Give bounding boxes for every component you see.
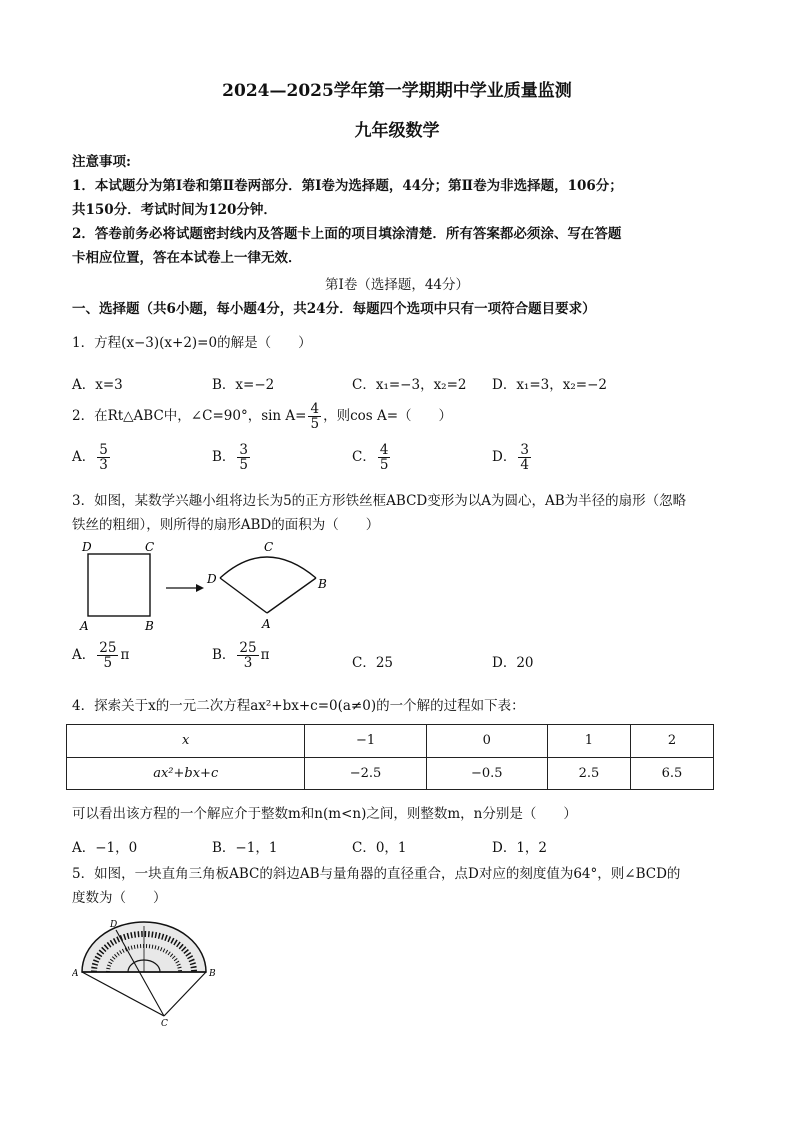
sector-arc — [220, 557, 316, 578]
q3-line-1: 3．如图，某数学兴趣小组将边长为5的正方形铁丝框ABCD变形为以A为圆心，AB为半径的扇形（忽略 — [72, 493, 687, 509]
note-2-line-2: 卡相应位置，答在本试卷上一律无效． — [72, 250, 302, 266]
table-cell: −1 — [305, 725, 426, 758]
part1-heading: 第Ⅰ卷（选择题，44分） — [324, 277, 469, 293]
q2-option-a-num: 5 — [99, 442, 108, 458]
sector-radius-ad — [220, 578, 267, 613]
q2-stem-text-a: 2．在Rt△ABC中，∠C=90°，sin A= — [72, 408, 307, 425]
square-label-b: B — [145, 619, 154, 633]
triangle-side-bc — [164, 972, 206, 1016]
q3-option-b-pi: π — [260, 647, 270, 664]
table-cell: 2 — [630, 725, 713, 758]
table-cell: 2.5 — [547, 757, 630, 790]
q2-stem-fraction — [308, 402, 321, 431]
q3-option-a-fraction — [97, 641, 118, 670]
q2-option-d-fraction — [518, 443, 531, 472]
q2-option-a-fraction — [97, 443, 110, 472]
q3-option-b-num: 25 — [239, 640, 257, 656]
q2-option-c — [352, 443, 392, 472]
table-cell: 1 — [547, 725, 630, 758]
q3-line-2: 铁丝的粗细），则所得的扇形ABD的面积为（ ） — [72, 517, 380, 533]
note-2-line-1: 2．答卷前务必将试题密封线内及答题卡上面的项目填涂清楚．所有答案都必须涂、写在答题 — [72, 226, 622, 242]
q3-option-b-fraction — [237, 641, 258, 670]
table-cell: x — [67, 725, 305, 758]
q2-option-b-fraction — [237, 443, 250, 472]
q2-option-b-den: 5 — [239, 457, 249, 474]
q3-option-a — [72, 641, 129, 670]
table-row — [67, 725, 714, 758]
q4-stem: 4．探索关于x的一元二次方程ax²+bx+c=0(a≠0)的一个解的过程如下表： — [72, 698, 525, 714]
q2-stem-den: 5 — [310, 416, 320, 433]
q3-option-a-pi: π — [120, 647, 130, 664]
label-c: C — [161, 1019, 168, 1028]
square-frame — [88, 554, 150, 616]
q5-protractor-figure — [72, 916, 222, 1028]
q2-option-a-den: 3 — [99, 457, 108, 474]
q1-stem: 1．方程(x−3)(x+2)=0的解是（ ） — [72, 335, 312, 351]
q2-option-c-den: 5 — [379, 457, 389, 474]
q2-option-d-den: 4 — [520, 457, 529, 474]
sector-label-d: D — [207, 572, 217, 586]
q2-option-d-num: 3 — [520, 442, 529, 458]
q3-option-b — [212, 641, 269, 670]
q3-option-a-num: 25 — [99, 640, 117, 656]
sector-radius-ab — [267, 578, 316, 613]
q3-option-a-den: 5 — [103, 655, 113, 672]
q2-option-d-label: D． — [492, 449, 517, 466]
q5-line-1: 5．如图，一块直角三角板ABC的斜边AB与量角器的直径重合，点D对应的刻度值为64°，则∠BCD的 — [72, 866, 681, 882]
sector-label-c: C — [264, 540, 274, 554]
table-row — [67, 757, 714, 790]
sector-label-b: B — [318, 577, 327, 591]
q4-line-2: 可以看出该方程的一个解应介于整数m和n(m<n)之间，则整数m，n分别是（ ） — [72, 806, 577, 822]
note-1-line-2: 共150分．考试时间为120分钟． — [72, 202, 277, 218]
label-b: B — [209, 969, 216, 979]
q3-option-a-label: A． — [72, 647, 96, 664]
q3-figure — [70, 538, 360, 638]
q4-value-table — [66, 724, 714, 790]
q4-option-d: D．1，2 — [492, 840, 548, 856]
q2-option-a — [72, 443, 112, 472]
table-cell: −2.5 — [305, 757, 426, 790]
table-cell: −0.5 — [426, 757, 547, 790]
q2-option-d — [492, 443, 533, 472]
q2-option-a-label: A． — [72, 449, 96, 466]
label-a: A — [72, 969, 79, 979]
table-cell: 6.5 — [630, 757, 713, 790]
q2-option-c-fraction — [378, 443, 391, 472]
notes-heading: 注意事项: — [72, 154, 131, 170]
q4-option-b: B．−1，1 — [212, 840, 278, 856]
label-d: D — [110, 920, 118, 930]
q2-option-c-label: C． — [352, 449, 376, 466]
q3-option-b-den: 3 — [243, 655, 253, 672]
section1-heading: 一、选择题（共6小题，每小题4分，共24分．每题四个选项中只有一项符合题目要求） — [72, 301, 596, 317]
q3-option-b-label: B． — [212, 647, 236, 664]
q1-option-d: D．x₁=3，x₂=−2 — [492, 377, 607, 393]
square-label-a: A — [80, 619, 89, 633]
sector-label-a: A — [262, 617, 271, 631]
q4-option-a: A．−1，0 — [72, 840, 138, 856]
q2-stem-num: 4 — [310, 401, 320, 417]
q1-option-a: A．x=3 — [72, 377, 123, 393]
table-cell: ax²+bx+c — [67, 757, 305, 790]
q2-stem — [72, 402, 452, 431]
arrow-head-icon — [196, 584, 204, 592]
note-1-line-1: 1．本试题分为第Ⅰ卷和第Ⅱ卷两部分．第Ⅰ卷为选择题，44分；第Ⅱ卷为非选择题，106分； — [72, 178, 623, 194]
q2-option-b-num: 3 — [239, 442, 249, 458]
q2-option-c-num: 4 — [379, 442, 389, 458]
square-label-c: C — [145, 540, 155, 554]
exam-subtitle: 九年级数学 — [354, 121, 440, 141]
q1-option-b: B．x=−2 — [212, 377, 275, 393]
q2-option-b — [212, 443, 252, 472]
q5-line-2: 度数为（ ） — [72, 890, 167, 906]
q3-option-c: C．25 — [352, 655, 394, 671]
q3-option-d: D．20 — [492, 655, 534, 671]
square-label-d: D — [82, 540, 92, 554]
q4-option-c: C．0，1 — [352, 840, 407, 856]
exam-title: 2024—2025学年第一学期期中学业质量监测 — [222, 81, 572, 101]
q2-option-b-label: B． — [212, 449, 236, 466]
table-cell: 0 — [426, 725, 547, 758]
q1-option-c: C．x₁=−3，x₂=2 — [352, 377, 467, 393]
q2-stem-text-b: ，则cos A=（ ） — [323, 408, 453, 425]
